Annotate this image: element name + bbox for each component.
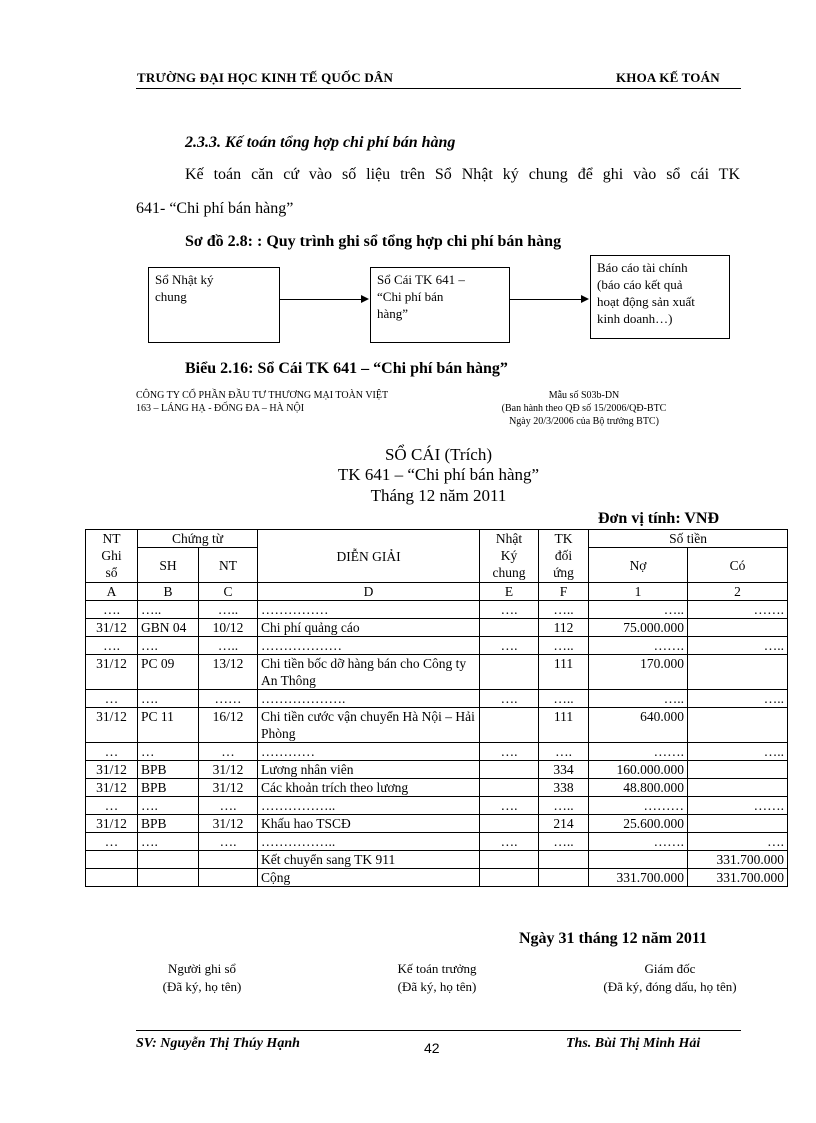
cell-account: …..	[539, 690, 589, 708]
signature-note: (Đã ký, họ tên)	[397, 979, 477, 994]
code-cell: C	[199, 583, 258, 601]
paragraph-line-1: Kế toán căn cứ vào số liệu trên Sổ Nhật ký chung để ghi vào sổ cái TK	[185, 166, 740, 183]
cell-description: Lương nhân viên	[258, 761, 480, 779]
cell-date: 31/12	[86, 779, 138, 797]
box-line: Sổ Cái TK 641 –	[377, 272, 465, 287]
cell-journal	[480, 779, 539, 797]
cell-voucher-date	[199, 851, 258, 869]
cell-voucher-no: …..	[138, 601, 199, 619]
header-chung-tu: Chứng từ	[138, 530, 258, 548]
footer-rule	[136, 1030, 741, 1031]
box-line: hoạt động sản xuất	[597, 294, 695, 309]
signature-recorder	[120, 960, 284, 996]
cell-description: Chi phí quảng cáo	[258, 619, 480, 637]
header-line: sổ	[105, 565, 118, 580]
cell-voucher-date: ….	[199, 833, 258, 851]
cell-voucher-no: PC 09	[138, 655, 199, 690]
cell-voucher-date: …	[199, 743, 258, 761]
header-nt: NT	[199, 548, 258, 583]
code-cell: F	[539, 583, 589, 601]
cell-description: Chi tiền bốc dỡ hàng bán cho Công ty An Thông	[258, 655, 480, 690]
header-nhat-ky	[480, 530, 539, 583]
cell-date: …	[86, 833, 138, 851]
bieu-title: Biểu 2.16: Sổ Cái TK 641 – “Chi phí bán hàng”	[185, 360, 508, 377]
cell-date: 31/12	[86, 708, 138, 743]
cell-account: …..	[539, 797, 589, 815]
cell-journal: ….	[480, 690, 539, 708]
ledger-body	[86, 601, 788, 887]
header-nt-ghi-so	[86, 530, 138, 583]
diagram-arrow-1	[280, 299, 362, 300]
cell-voucher-date: …..	[199, 637, 258, 655]
cell-credit: …….	[688, 601, 788, 619]
cell-date: …	[86, 690, 138, 708]
cell-date: 31/12	[86, 815, 138, 833]
cell-debit: 170.000	[589, 655, 688, 690]
cell-account: 112	[539, 619, 589, 637]
cell-date: ….	[86, 601, 138, 619]
cell-description: Cộng	[258, 869, 480, 887]
cell-debit	[589, 851, 688, 869]
cell-credit	[688, 655, 788, 690]
form-date: Ngày 20/3/2006 của Bộ trưởng BTC)	[509, 416, 659, 427]
cell-account: …..	[539, 833, 589, 851]
header-line: ứng	[553, 565, 574, 580]
diagram-box-report	[590, 255, 730, 339]
box-line: Sổ Nhật ký	[155, 272, 214, 287]
signature-role: Giám đốc	[644, 961, 696, 976]
diagram-title: Sơ đồ 2.8: : Quy trình ghi sổ tổng hợp chi phí bán hàng	[185, 233, 562, 250]
cell-date: …	[86, 797, 138, 815]
cell-voucher-no: ….	[138, 637, 199, 655]
header-so-tien: Số tiền	[589, 530, 788, 548]
header-line: Ghi	[101, 548, 122, 563]
table-row	[86, 708, 788, 743]
cell-account: 111	[539, 708, 589, 743]
ledger-subtitle: TK 641 – “Chi phí bán hàng”	[337, 465, 540, 484]
cell-account: ….	[539, 743, 589, 761]
arrow-head-icon	[361, 295, 369, 303]
cell-voucher-no: ….	[138, 833, 199, 851]
company-name: CÔNG TY CỔ PHẦN ĐẦU TƯ THƯƠNG MẠI TOÀN VIỆT	[136, 390, 389, 401]
cell-account: 334	[539, 761, 589, 779]
cell-voucher-date: ….	[199, 797, 258, 815]
cell-credit: …..	[688, 690, 788, 708]
code-cell: A	[86, 583, 138, 601]
cell-journal: ….	[480, 637, 539, 655]
cell-voucher-date: 13/12	[199, 655, 258, 690]
cell-voucher-no: BPB	[138, 779, 199, 797]
cell-description: Chi tiền cước vận chuyển Hà Nội – Hải Phòng	[258, 708, 480, 743]
header-line: Nhật	[495, 531, 523, 546]
cell-account: 338	[539, 779, 589, 797]
cell-date: ….	[86, 637, 138, 655]
cell-credit: …..	[688, 743, 788, 761]
box-line: Báo cáo tài chính	[597, 260, 688, 275]
school-name: TRƯỜNG ĐẠI HỌC KINH TẾ QUỐC DÂN	[137, 70, 394, 85]
cell-credit	[688, 779, 788, 797]
cell-debit: …..	[589, 601, 688, 619]
header-rule	[136, 88, 741, 89]
cell-debit: 640.000	[589, 708, 688, 743]
header-line: NT	[102, 531, 121, 546]
cell-voucher-date: ……	[199, 690, 258, 708]
header-co: Có	[688, 548, 788, 583]
table-row	[86, 619, 788, 637]
code-cell: E	[480, 583, 539, 601]
cell-account: …..	[539, 601, 589, 619]
box-line: kinh doanh…)	[597, 311, 673, 326]
cell-date: 31/12	[86, 761, 138, 779]
table-row	[86, 690, 788, 708]
ledger-title: SỔ CÁI (Trích)	[384, 445, 493, 464]
cell-debit: 48.800.000	[589, 779, 688, 797]
cell-debit: …….	[589, 637, 688, 655]
box-line: (báo cáo kết quả	[597, 277, 683, 292]
form-code: Mẫu số S03b-DN	[548, 390, 620, 401]
cell-debit: 75.000.000	[589, 619, 688, 637]
cell-journal	[480, 851, 539, 869]
cell-voucher-no: GBN 04	[138, 619, 199, 637]
header-no: Nợ	[589, 548, 688, 583]
cell-description: Kết chuyển sang TK 911	[258, 851, 480, 869]
cell-voucher-date: …..	[199, 601, 258, 619]
cell-date	[86, 869, 138, 887]
table-row	[86, 833, 788, 851]
cell-credit	[688, 815, 788, 833]
header-dien-giai: DIỄN GIẢI	[258, 530, 480, 583]
header-line: Ký	[500, 548, 518, 563]
cell-voucher-date: 16/12	[199, 708, 258, 743]
table-row	[86, 655, 788, 690]
cell-voucher-no	[138, 869, 199, 887]
cell-credit: …..	[688, 637, 788, 655]
cell-date: 31/12	[86, 655, 138, 690]
cell-credit: …….	[688, 797, 788, 815]
signature-chief-accountant	[355, 960, 519, 996]
signature-role: Người ghi sổ	[167, 961, 237, 976]
cell-debit: …..	[589, 690, 688, 708]
cell-debit: 160.000.000	[589, 761, 688, 779]
diagram-arrow-2	[510, 299, 582, 300]
header-row	[86, 530, 788, 548]
company-address: 163 – LÁNG HẠ - ĐỐNG ĐA – HÀ NỘI	[136, 403, 305, 414]
cell-credit	[688, 761, 788, 779]
cell-description: …………	[258, 743, 480, 761]
footer-advisor: Ths. Bùi Thị Minh Hải	[566, 1036, 701, 1051]
section-title: 2.3.3. Kế toán tổng hợp chi phí bán hàng	[185, 134, 456, 151]
table-row	[86, 815, 788, 833]
cell-debit: 25.600.000	[589, 815, 688, 833]
faculty-name: KHOA KẾ TOÁN	[616, 70, 720, 85]
cell-journal	[480, 708, 539, 743]
diagram-box-journal	[148, 267, 280, 343]
arrow-head-icon	[581, 295, 589, 303]
cell-debit: …….	[589, 833, 688, 851]
cell-voucher-no: ….	[138, 797, 199, 815]
cell-credit	[688, 708, 788, 743]
cell-account: 111	[539, 655, 589, 690]
form-regulation: (Ban hành theo QĐ số 15/2006/QĐ-BTC	[501, 403, 667, 414]
cell-credit: 331.700.000	[688, 851, 788, 869]
cell-debit: ………	[589, 797, 688, 815]
cell-description: ……………..	[258, 797, 480, 815]
page-number: 42	[424, 1040, 440, 1056]
cell-account: 214	[539, 815, 589, 833]
cell-date	[86, 851, 138, 869]
cell-description: ……………….	[258, 690, 480, 708]
header-line: TK	[554, 531, 573, 546]
code-cell: 2	[688, 583, 788, 601]
cell-journal	[480, 761, 539, 779]
cell-description: ……………..	[258, 833, 480, 851]
box-line: “Chi phí bán	[377, 289, 444, 304]
header-line: chung	[492, 565, 526, 580]
ledger-period: Tháng 12 năm 2011	[370, 486, 507, 505]
cell-voucher-no	[138, 851, 199, 869]
table-row	[86, 761, 788, 779]
cell-journal	[480, 815, 539, 833]
table-row	[86, 869, 788, 887]
table-row	[86, 851, 788, 869]
cell-description: Các khoản trích theo lương	[258, 779, 480, 797]
signature-director	[575, 960, 765, 996]
date-line: Ngày 31 tháng 12 năm 2011	[519, 930, 708, 947]
footer-student: SV: Nguyễn Thị Thúy Hạnh	[136, 1036, 300, 1051]
cell-voucher-no: PC 11	[138, 708, 199, 743]
header-tk-doi-ung	[539, 530, 589, 583]
table-row	[86, 743, 788, 761]
header-sh: SH	[138, 548, 199, 583]
paragraph-line-2: 641- “Chi phí bán hàng”	[136, 200, 294, 217]
cell-voucher-no: …	[138, 743, 199, 761]
code-cell: 1	[589, 583, 688, 601]
cell-journal: ….	[480, 797, 539, 815]
cell-debit: …….	[589, 743, 688, 761]
cell-voucher-date: 31/12	[199, 815, 258, 833]
cell-credit: ….	[688, 833, 788, 851]
box-line: chung	[155, 289, 187, 304]
ledger-table	[85, 529, 788, 887]
cell-journal	[480, 869, 539, 887]
cell-date: 31/12	[86, 619, 138, 637]
cell-voucher-no: BPB	[138, 761, 199, 779]
cell-voucher-date: 31/12	[199, 761, 258, 779]
cell-credit	[688, 619, 788, 637]
box-line: hàng”	[377, 306, 409, 321]
code-row	[86, 583, 788, 601]
table-row	[86, 637, 788, 655]
signature-note: (Đã ký, đóng dấu, họ tên)	[603, 979, 737, 994]
cell-debit: 331.700.000	[589, 869, 688, 887]
table-row	[86, 797, 788, 815]
table-row	[86, 601, 788, 619]
cell-account	[539, 851, 589, 869]
cell-journal: ….	[480, 601, 539, 619]
cell-account	[539, 869, 589, 887]
cell-voucher-date: 31/12	[199, 779, 258, 797]
cell-description: Khấu hao TSCĐ	[258, 815, 480, 833]
cell-description: ………………	[258, 637, 480, 655]
diagram-box-ledger	[370, 267, 510, 343]
cell-voucher-date: 10/12	[199, 619, 258, 637]
cell-description: ……………	[258, 601, 480, 619]
code-cell: D	[258, 583, 480, 601]
signature-note: (Đã ký, họ tên)	[162, 979, 242, 994]
cell-credit: 331.700.000	[688, 869, 788, 887]
header-line: đối	[554, 548, 573, 563]
table-row	[86, 779, 788, 797]
code-cell: B	[138, 583, 199, 601]
cell-voucher-date	[199, 869, 258, 887]
cell-journal: ….	[480, 743, 539, 761]
cell-account: …..	[539, 637, 589, 655]
unit-label: Đơn vị tính: VNĐ	[598, 510, 720, 527]
cell-voucher-no: ….	[138, 690, 199, 708]
cell-journal	[480, 655, 539, 690]
cell-voucher-no: BPB	[138, 815, 199, 833]
cell-date: …	[86, 743, 138, 761]
cell-journal: ….	[480, 833, 539, 851]
signature-role: Kế toán trưởng	[397, 961, 477, 976]
cell-journal	[480, 619, 539, 637]
